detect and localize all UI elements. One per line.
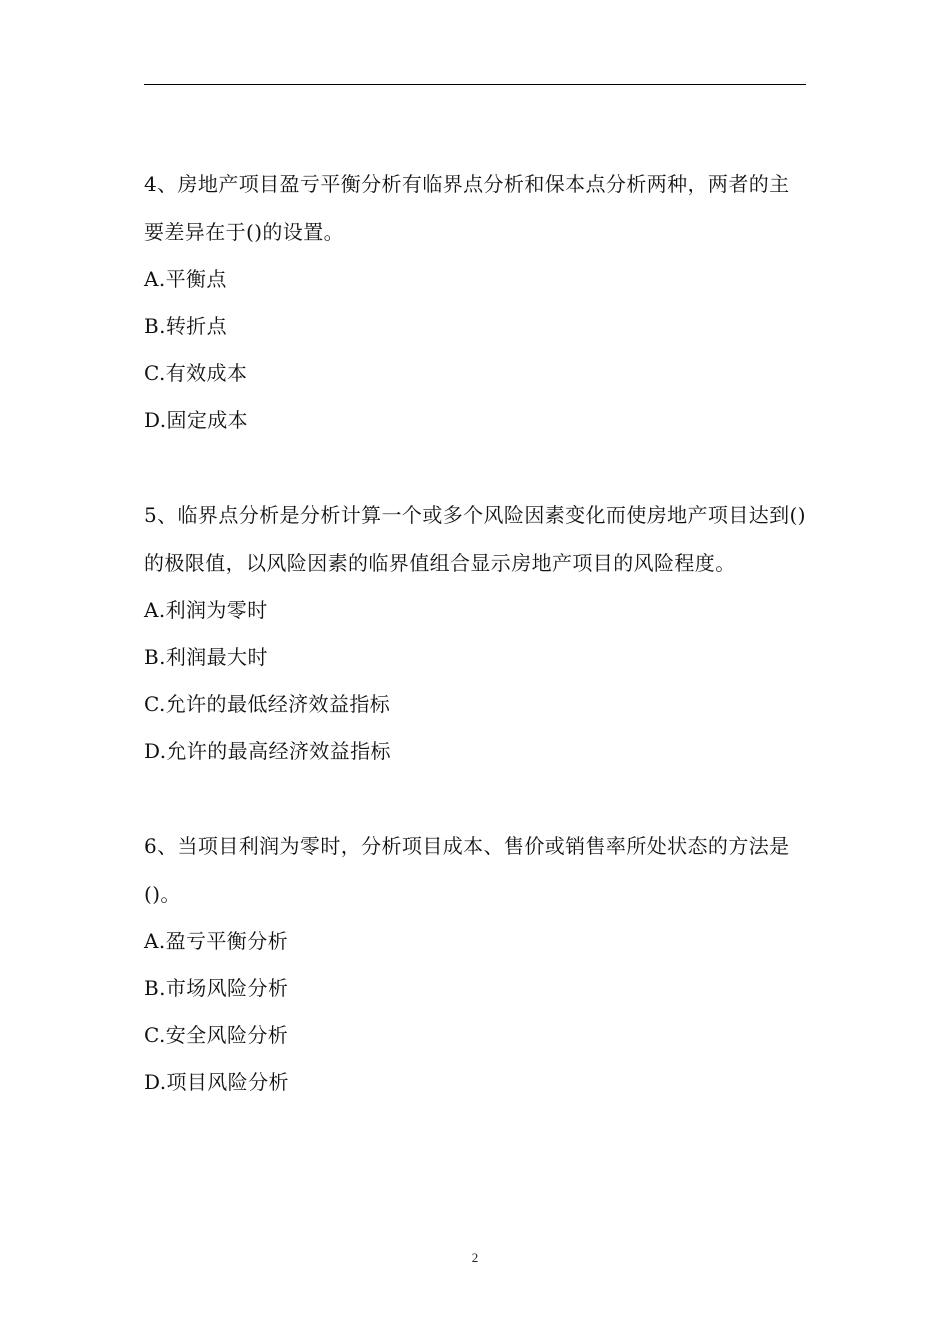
page-number: 2	[471, 1250, 479, 1265]
question-stem: 6、当项目利润为零时，分析项目成本、售价或销售率所处状态的方法是()。	[144, 834, 790, 906]
question-stem: 4、房地产项目盈亏平衡分析有临界点分析和保本点分析两种，两者的主要差异在于()的设置。	[144, 172, 790, 244]
header-rule	[144, 84, 806, 85]
question-5	[144, 491, 806, 775]
option-c: C.安全风险分析	[144, 1023, 289, 1047]
option-d: D.允许的最高经济效益指标	[144, 739, 391, 763]
option-c: C.允许的最低经济效益指标	[144, 692, 391, 716]
option-c: C.有效成本	[144, 361, 248, 385]
option-d: D.项目风险分析	[144, 1070, 289, 1094]
option-a: A.平衡点	[144, 267, 227, 291]
option-d: D.固定成本	[144, 408, 249, 432]
option-b: B.利润最大时	[144, 645, 268, 669]
option-b: B.市场风险分析	[144, 976, 289, 1000]
question-6	[144, 822, 806, 1106]
option-b: B.转折点	[144, 314, 228, 338]
document-body	[144, 160, 806, 1153]
question-stem: 5、临界点分析是分析计算一个或多个风险因素变化而使房地产项目达到()的极限值，以风险因素的临界值组合显示房地产项目的风险程度。	[144, 503, 806, 575]
option-a: A.盈亏平衡分析	[144, 929, 289, 953]
option-a: A.利润为零时	[144, 598, 268, 622]
question-4	[144, 160, 806, 444]
